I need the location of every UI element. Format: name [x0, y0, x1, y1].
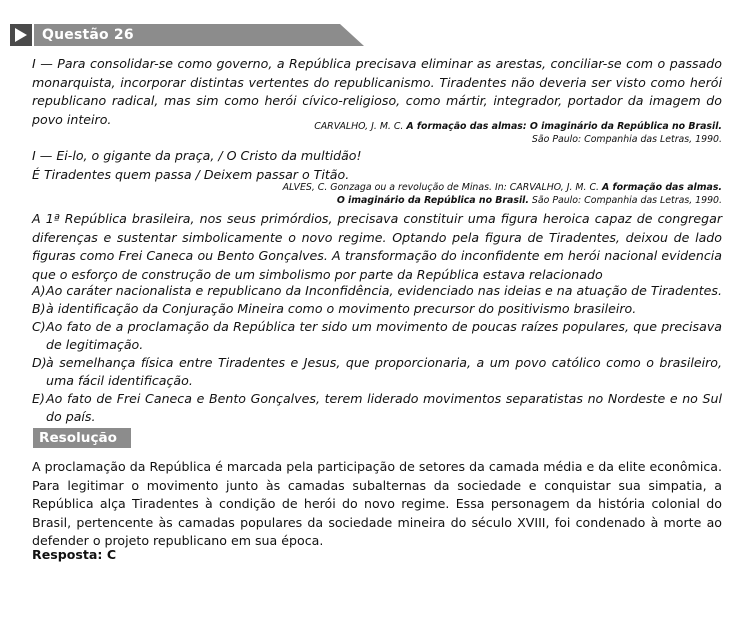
quote-1-book-title: A formação das almas: O imaginário da República no Brasil. [406, 121, 722, 132]
option-letter: D) [32, 355, 47, 370]
option-letter: A) [32, 283, 46, 298]
quote-2-source-prefix: ALVES, C. Gonzaga ou a revolução de Minas. In: CARVALHO, J. M. C. [282, 182, 602, 193]
quote-2-publisher: São Paulo: Companhia das Letras, 1990. [528, 195, 722, 206]
option-c[interactable] [32, 318, 722, 354]
quote-2-line-1: I — Ei-lo, o gigante da praça, / O Cristo da multidão! [32, 148, 362, 163]
resolution-label: Resolução [39, 430, 118, 446]
option-letter: C) [32, 319, 46, 334]
option-e[interactable] [32, 390, 722, 426]
option-text: Ao fato de Frei Caneca e Bento Gonçalves, terem liderado movimentos separatistas no Nordeste e no Sul do país. [46, 391, 722, 424]
option-text: Ao caráter nacionalista e republicano da Inconfidência, evidenciado nas ideias e na atuação de Tiradentes. [46, 283, 722, 298]
quote-2-verse [32, 147, 722, 184]
quote-2-source [32, 181, 722, 207]
option-text: à identificação da Conjuração Mineira como o movimento precursor do positivismo brasileiro. [46, 301, 637, 316]
question-header [10, 24, 364, 46]
answer-options [32, 282, 722, 426]
quote-2-line-2: É Tiradentes quem passa / Deixem passar o Titão. [32, 166, 350, 182]
option-letter: E) [32, 391, 45, 406]
quote-2-book-title: A formação das almas. [601, 182, 722, 193]
quote-1-text: I — Para consolidar-se como governo, a República precisava eliminar as arestas, conciliar-se com o passado monarquista, incorporar distintas vertentes do republicanismo. Tiradentes não deveria ser visto como herói republicano radical, mas sim como herói cívico-religioso, como mártir, integrador, portador da imagem do povo inteiro. [32, 56, 722, 127]
quote-2-book-subtitle: O imaginário da República no Brasil. [336, 195, 529, 206]
resolution-text: A proclamação da República é marcada pela participação de setores da camada média e da elite econômica. Para legitimar o movimento junto às camadas subalternas da sociedade e conquistar sua simpatia, a República alça Tiradentes à condição de herói do novo regime. Essa personagem da história colonial do Brasil, pertencente às camadas populares da sociedade mineira do século XVIII, foi condenado à morte ao defender o projeto republicano em sua época. [32, 459, 722, 548]
option-text: à semelhança física entre Tiradentes e Jesus, que proporcionaria, a um povo católico como o brasileiro, uma fácil identificação. [46, 355, 722, 388]
question-stem: A 1ª República brasileira, nos seus primórdios, precisava constituir uma figura heroica capaz de congregar diferenças e sustentar simbolicamente o novo regime. Optando pela figura de Tiradentes, deixou de lado figuras como Frei Caneca ou Bento Gonçalves. A transformação do inconfidente em herói nacional evidencia que o esforço de construção de um simbolismo por parte da República estava relacionado [32, 211, 722, 282]
quote-1-author: CARVALHO, J. M. C. [314, 121, 407, 132]
quote-1-source [32, 120, 722, 146]
option-b[interactable] [32, 300, 722, 318]
option-letter: B) [32, 301, 46, 316]
question-number: Questão 26 [42, 27, 134, 43]
answer-key: Resposta: C [32, 547, 117, 562]
option-text: Ao fato de a proclamação da República ter sido um movimento de poucas raízes populares, que precisava de legitimação. [46, 319, 722, 352]
option-a[interactable] [32, 282, 722, 300]
resolution-header [33, 428, 131, 448]
option-d[interactable] [32, 354, 722, 390]
quote-1-publisher: São Paulo: Companhia das Letras, 1990. [531, 134, 722, 145]
